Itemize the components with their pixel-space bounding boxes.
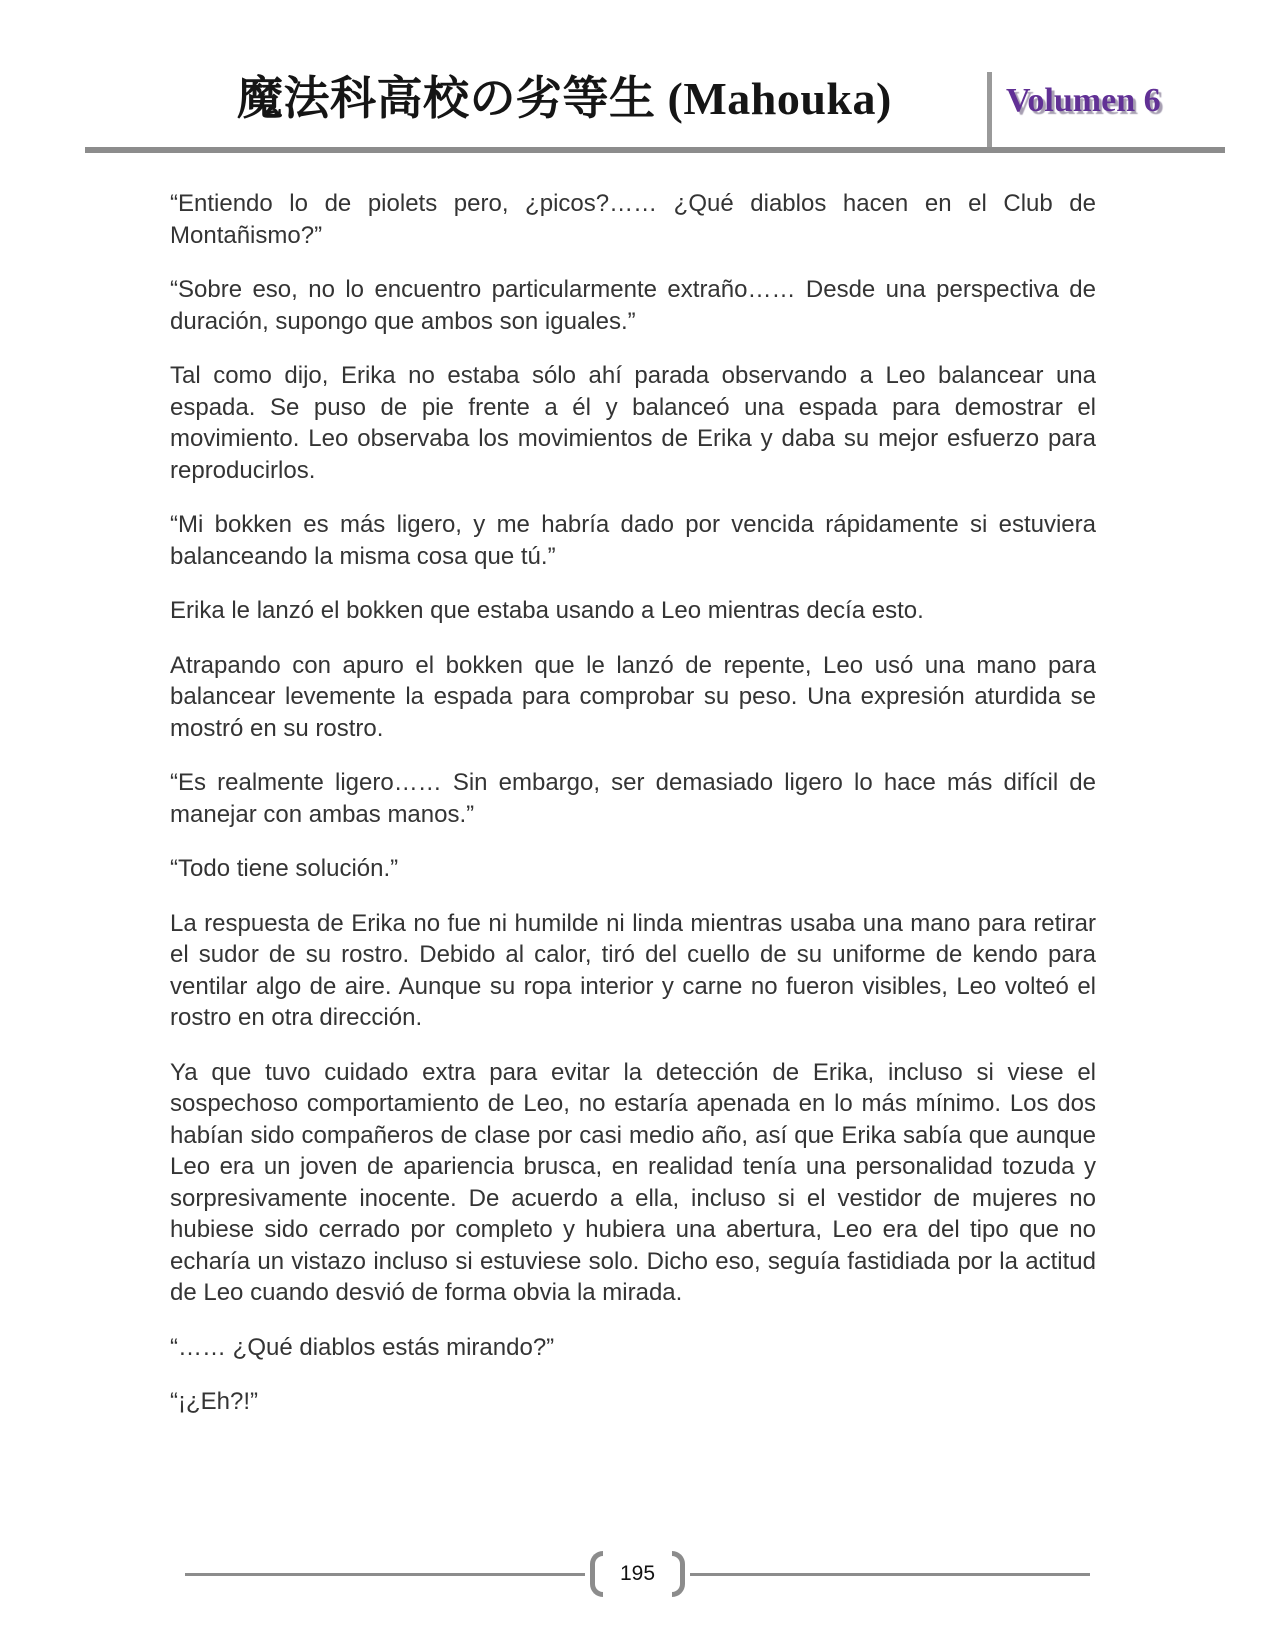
footer-line-right: [690, 1573, 1090, 1576]
volume-label: Volumen 6: [1006, 82, 1161, 119]
page-number: 195: [619, 1562, 656, 1585]
paragraph-narration: Tal como dijo, Erika no estaba sólo ahí parada observando a Leo balancear una espada. Se puso de pie frente a él y balanceó una espada para demostrar el movimiento. Leo observaba los movimientos de Erika y daba su mejor esfuerzo para reproducirlos.: [170, 362, 1096, 484]
page-body: [170, 188, 1096, 1441]
paragraph-dialogue: “…… ¿Qué diablos estás mirando?”: [170, 1333, 555, 1361]
paragraph-dialogue: “Todo tiene solución.”: [170, 855, 399, 882]
header-rule: [85, 147, 1225, 153]
paragraph-dialogue: “Entiendo lo de piolets pero, ¿picos?…… ¿Qué diablos hacen en el Club de Montañismo?”: [170, 190, 1096, 249]
page-header: [0, 0, 1275, 153]
paragraph-narration: Erika le lanzó el bokken que estaba usando a Leo mientras decía esto.: [170, 597, 924, 624]
footer-line-left: [185, 1573, 585, 1576]
paragraph-narration: La respuesta de Erika no fue ni humilde ni linda mientras usaba una mano para retirar el sudor de su rostro. Debido al calor, tiró del cuello de su uniforme de kendo para ventilar algo de aire. Aunque su ropa interior y carne no fueron visibles, Leo volteó el rostro en otra dirección.: [170, 909, 1096, 1031]
header-divider-bar: [987, 72, 992, 153]
paragraph-dialogue: “Es realmente ligero…… Sin embargo, ser demasiado ligero lo hace más difícil de manejar con ambas manos.”: [170, 769, 1096, 828]
page-footer: [185, 1551, 1090, 1597]
paragraph-dialogue: “Mi bokken es más ligero, y me habría dado por vencida rápidamente si estuviera balanceando la misma cosa que tú.”: [170, 511, 1096, 570]
paragraph-dialogue: “Sobre eso, no lo encuentro particularmente extraño…… Desde una perspectiva de duración, supongo que ambos son iguales.”: [170, 276, 1096, 335]
paragraph-dialogue: “¡¿Eh?!”: [170, 1388, 259, 1415]
paragraph-narration: Ya que tuvo cuidado extra para evitar la detección de Erika, incluso si viese el sospechoso comportamiento de Leo, no estaría apenada en lo más mínimo. Los dos habían sido compañeros de clase por casi medio año, así que Erika sabía que aunque Leo era un joven de apariencia brusca, en realidad tenía una personalidad tozuda y sorpresivamente inocente. De acuerdo a ella, incluso si el vestidor de mujeres no hubiese sido cerrado por completo y hubiera una abertura, Leo era del tipo que no echaría un vistazo incluso si estuviese solo. Dicho eso, seguía fastidiada por la actitud de Leo cuando desvió de forma obvia la mirada.: [170, 1058, 1096, 1306]
paragraph-narration: Atrapando con apuro el bokken que le lanzó de repente, Leo usó una mano para balancear levemente la espada para comprobar su peso. Una expresión aturdida se mostró en su rostro.: [170, 651, 1096, 742]
right-bracket: [672, 1551, 685, 1597]
book-title: 魔法科高校の劣等生 (Mahouka): [237, 73, 892, 124]
left-bracket: [590, 1551, 603, 1597]
